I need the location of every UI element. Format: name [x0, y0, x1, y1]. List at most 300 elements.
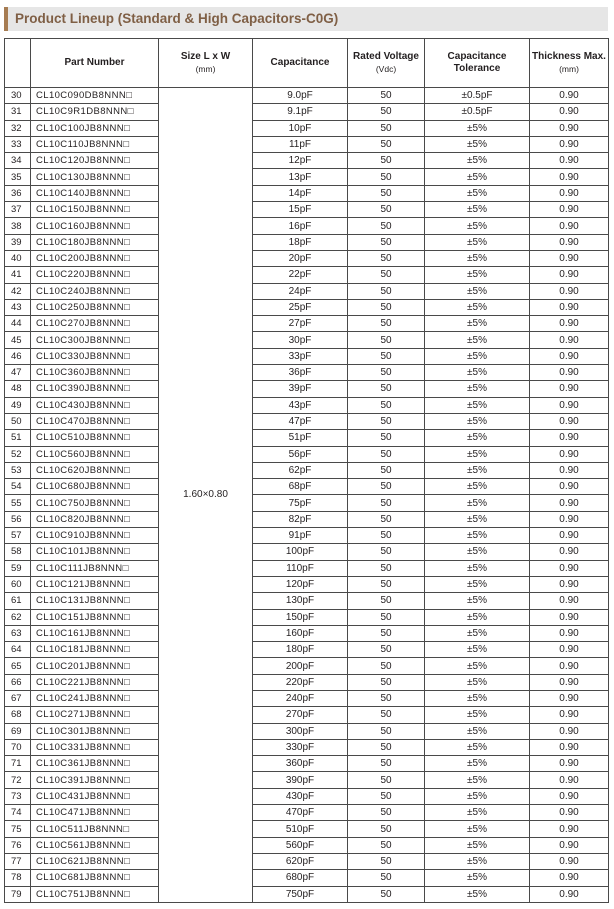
- thickness-cell: 0.90: [530, 707, 609, 723]
- table-row: [5, 250, 609, 266]
- part-number-cell: CL10C151JB8NNN□: [31, 609, 159, 625]
- table-row: [5, 560, 609, 576]
- table-row: [5, 446, 609, 462]
- thickness-cell: 0.90: [530, 805, 609, 821]
- thickness-cell: 0.90: [530, 88, 609, 104]
- capacitance-cell: 36pF: [253, 365, 348, 381]
- part-number-cell: CL10C431JB8NNN□: [31, 788, 159, 804]
- table-row: [5, 218, 609, 234]
- tolerance-cell: ±5%: [425, 462, 530, 478]
- table-row: [5, 413, 609, 429]
- capacitance-cell: 240pF: [253, 690, 348, 706]
- rated-voltage-cell: 50: [348, 853, 425, 869]
- rated-voltage-cell: 50: [348, 593, 425, 609]
- tolerance-cell: ±5%: [425, 511, 530, 527]
- capacitance-cell: 39pF: [253, 381, 348, 397]
- thickness-cell: 0.90: [530, 821, 609, 837]
- part-number-cell: CL10C360JB8NNN□: [31, 365, 159, 381]
- row-number: 69: [5, 723, 31, 739]
- tolerance-cell: ±5%: [425, 202, 530, 218]
- table-row: [5, 202, 609, 218]
- part-number-cell: CL10C331JB8NNN□: [31, 739, 159, 755]
- row-number: 59: [5, 560, 31, 576]
- rated-voltage-cell: 50: [348, 202, 425, 218]
- capacitance-cell: 130pF: [253, 593, 348, 609]
- thickness-cell: 0.90: [530, 756, 609, 772]
- tolerance-cell: ±5%: [425, 837, 530, 853]
- tolerance-cell: ±5%: [425, 886, 530, 902]
- thickness-cell: 0.90: [530, 348, 609, 364]
- rated-voltage-cell: 50: [348, 805, 425, 821]
- table-row: [5, 104, 609, 120]
- part-number-cell: CL10C250JB8NNN□: [31, 299, 159, 315]
- table-row: [5, 169, 609, 185]
- row-number: 61: [5, 593, 31, 609]
- tolerance-cell: ±5%: [425, 739, 530, 755]
- table-row: [5, 658, 609, 674]
- tolerance-cell: ±5%: [425, 870, 530, 886]
- rated-voltage-cell: 50: [348, 413, 425, 429]
- table-row: [5, 690, 609, 706]
- capacitance-cell: 270pF: [253, 707, 348, 723]
- table-row: [5, 365, 609, 381]
- capacitance-cell: 25pF: [253, 299, 348, 315]
- rated-voltage-cell: 50: [348, 234, 425, 250]
- part-number-cell: CL10C910JB8NNN□: [31, 528, 159, 544]
- thickness-cell: 0.90: [530, 625, 609, 641]
- row-number: 31: [5, 104, 31, 120]
- rated-voltage-cell: 50: [348, 348, 425, 364]
- capacitance-cell: 43pF: [253, 397, 348, 413]
- capacitance-cell: 430pF: [253, 788, 348, 804]
- part-number-cell: CL10C390JB8NNN□: [31, 381, 159, 397]
- thickness-cell: 0.90: [530, 446, 609, 462]
- table-row: [5, 185, 609, 201]
- tolerance-cell: ±5%: [425, 658, 530, 674]
- part-number-cell: CL10C140JB8NNN□: [31, 185, 159, 201]
- row-number: 71: [5, 756, 31, 772]
- table-row: [5, 805, 609, 821]
- thickness-cell: 0.90: [530, 479, 609, 495]
- tolerance-cell: ±5%: [425, 528, 530, 544]
- rated-voltage-cell: 50: [348, 511, 425, 527]
- part-number-cell: CL10C820JB8NNN□: [31, 511, 159, 527]
- rated-voltage-cell: 50: [348, 609, 425, 625]
- thickness-cell: 0.90: [530, 316, 609, 332]
- thickness-cell: 0.90: [530, 332, 609, 348]
- capacitance-cell: 160pF: [253, 625, 348, 641]
- rated-voltage-cell: 50: [348, 185, 425, 201]
- tolerance-cell: ±5%: [425, 805, 530, 821]
- thickness-cell: 0.90: [530, 495, 609, 511]
- row-number: 48: [5, 381, 31, 397]
- capacitance-cell: 150pF: [253, 609, 348, 625]
- table-row: [5, 136, 609, 152]
- part-number-cell: CL10C561JB8NNN□: [31, 837, 159, 853]
- capacitance-cell: 12pF: [253, 153, 348, 169]
- part-number-cell: CL10C301JB8NNN□: [31, 723, 159, 739]
- row-number: 30: [5, 88, 31, 104]
- capacitance-cell: 30pF: [253, 332, 348, 348]
- rated-voltage-cell: 50: [348, 104, 425, 120]
- capacitance-cell: 91pF: [253, 528, 348, 544]
- row-number: 35: [5, 169, 31, 185]
- capacitance-cell: 68pF: [253, 479, 348, 495]
- part-number-cell: CL10C680JB8NNN□: [31, 479, 159, 495]
- part-number-cell: CL10C221JB8NNN□: [31, 674, 159, 690]
- part-number-cell: CL10C271JB8NNN□: [31, 707, 159, 723]
- thickness-cell: 0.90: [530, 576, 609, 592]
- tolerance-cell: ±5%: [425, 821, 530, 837]
- table-row: [5, 772, 609, 788]
- table-row: [5, 153, 609, 169]
- header-part-number: Part Number: [31, 39, 159, 88]
- part-number-cell: CL10C131JB8NNN□: [31, 593, 159, 609]
- table-row: [5, 234, 609, 250]
- thickness-cell: 0.90: [530, 234, 609, 250]
- header-size-label: Size L x W: [180, 51, 231, 62]
- part-number-cell: CL10C361JB8NNN□: [31, 756, 159, 772]
- capacitance-cell: 9.0pF: [253, 88, 348, 104]
- tolerance-cell: ±0.5pF: [425, 88, 530, 104]
- capacitance-cell: 330pF: [253, 739, 348, 755]
- rated-voltage-cell: 50: [348, 283, 425, 299]
- table-row: [5, 756, 609, 772]
- part-number-cell: CL10C681JB8NNN□: [31, 870, 159, 886]
- table-row: [5, 674, 609, 690]
- row-number: 62: [5, 609, 31, 625]
- header-size: [159, 39, 253, 88]
- thickness-cell: 0.90: [530, 397, 609, 413]
- rated-voltage-cell: 50: [348, 658, 425, 674]
- header-thickness-label: Thickness Max.: [532, 50, 606, 62]
- row-number: 46: [5, 348, 31, 364]
- row-number: 74: [5, 805, 31, 821]
- rated-voltage-cell: 50: [348, 153, 425, 169]
- rated-voltage-cell: 50: [348, 495, 425, 511]
- row-number: 53: [5, 462, 31, 478]
- capacitance-cell: 620pF: [253, 853, 348, 869]
- row-number: 50: [5, 413, 31, 429]
- rated-voltage-cell: 50: [348, 870, 425, 886]
- rated-voltage-cell: 50: [348, 544, 425, 560]
- tolerance-cell: ±5%: [425, 136, 530, 152]
- row-number: 39: [5, 234, 31, 250]
- row-number: 52: [5, 446, 31, 462]
- thickness-cell: 0.90: [530, 202, 609, 218]
- tolerance-cell: ±5%: [425, 446, 530, 462]
- section-title-bar: [4, 7, 608, 31]
- row-number: 75: [5, 821, 31, 837]
- capacitance-cell: 470pF: [253, 805, 348, 821]
- table-row: [5, 397, 609, 413]
- capacitance-cell: 100pF: [253, 544, 348, 560]
- capacitance-cell: 200pF: [253, 658, 348, 674]
- thickness-cell: 0.90: [530, 853, 609, 869]
- tolerance-cell: ±5%: [425, 479, 530, 495]
- row-number: 41: [5, 267, 31, 283]
- table-row: [5, 576, 609, 592]
- row-number: 72: [5, 772, 31, 788]
- table-row: [5, 120, 609, 136]
- row-number: 77: [5, 853, 31, 869]
- rated-voltage-cell: 50: [348, 446, 425, 462]
- capacitance-cell: 10pF: [253, 120, 348, 136]
- rated-voltage-cell: 50: [348, 88, 425, 104]
- table-row: [5, 528, 609, 544]
- rated-voltage-cell: 50: [348, 625, 425, 641]
- part-number-cell: CL10C511JB8NNN□: [31, 821, 159, 837]
- tolerance-cell: ±5%: [425, 365, 530, 381]
- rated-voltage-cell: 50: [348, 707, 425, 723]
- thickness-cell: 0.90: [530, 430, 609, 446]
- thickness-cell: 0.90: [530, 120, 609, 136]
- capacitance-cell: 18pF: [253, 234, 348, 250]
- table-row: [5, 544, 609, 560]
- tolerance-cell: ±5%: [425, 544, 530, 560]
- rated-voltage-cell: 50: [348, 250, 425, 266]
- header-thickness-unit: (mm): [559, 63, 579, 74]
- thickness-cell: 0.90: [530, 837, 609, 853]
- table-row: [5, 316, 609, 332]
- tolerance-cell: ±5%: [425, 560, 530, 576]
- header-rated-voltage: [348, 39, 425, 88]
- thickness-cell: 0.90: [530, 365, 609, 381]
- capacitance-cell: 15pF: [253, 202, 348, 218]
- table-row: [5, 886, 609, 902]
- thickness-cell: 0.90: [530, 723, 609, 739]
- thickness-cell: 0.90: [530, 560, 609, 576]
- thickness-cell: 0.90: [530, 185, 609, 201]
- row-number: 33: [5, 136, 31, 152]
- row-number: 70: [5, 739, 31, 755]
- row-number: 79: [5, 886, 31, 902]
- part-number-cell: CL10C180JB8NNN□: [31, 234, 159, 250]
- table-row: [5, 821, 609, 837]
- tolerance-cell: ±5%: [425, 674, 530, 690]
- part-number-cell: CL10C220JB8NNN□: [31, 267, 159, 283]
- row-number: 67: [5, 690, 31, 706]
- capacitance-cell: 11pF: [253, 136, 348, 152]
- table-row: [5, 788, 609, 804]
- tolerance-cell: ±5%: [425, 267, 530, 283]
- thickness-cell: 0.90: [530, 153, 609, 169]
- tolerance-cell: ±5%: [425, 397, 530, 413]
- rated-voltage-cell: 50: [348, 674, 425, 690]
- row-number: 45: [5, 332, 31, 348]
- header-rated-voltage-label: Rated Voltage: [353, 51, 419, 62]
- part-number-cell: CL10C240JB8NNN□: [31, 283, 159, 299]
- part-number-cell: CL10C201JB8NNN□: [31, 658, 159, 674]
- table-row: [5, 593, 609, 609]
- capacitance-cell: 180pF: [253, 642, 348, 658]
- capacitance-cell: 20pF: [253, 250, 348, 266]
- table-row: [5, 462, 609, 478]
- thickness-cell: 0.90: [530, 886, 609, 902]
- capacitance-cell: 120pF: [253, 576, 348, 592]
- rated-voltage-cell: 50: [348, 642, 425, 658]
- rated-voltage-cell: 50: [348, 136, 425, 152]
- tolerance-cell: ±5%: [425, 283, 530, 299]
- part-number-cell: CL10C181JB8NNN□: [31, 642, 159, 658]
- tolerance-cell: ±5%: [425, 316, 530, 332]
- table-row: [5, 837, 609, 853]
- part-number-cell: CL10C621JB8NNN□: [31, 853, 159, 869]
- rated-voltage-cell: 50: [348, 218, 425, 234]
- capacitance-cell: 27pF: [253, 316, 348, 332]
- rated-voltage-cell: 50: [348, 316, 425, 332]
- capacitance-cell: 14pF: [253, 185, 348, 201]
- table-row: [5, 609, 609, 625]
- part-number-cell: CL10C510JB8NNN□: [31, 430, 159, 446]
- product-lineup-table: [4, 38, 609, 903]
- table-row: [5, 739, 609, 755]
- rated-voltage-cell: 50: [348, 886, 425, 902]
- thickness-cell: 0.90: [530, 136, 609, 152]
- rated-voltage-cell: 50: [348, 756, 425, 772]
- part-number-cell: CL10C101JB8NNN□: [31, 544, 159, 560]
- table-row: [5, 723, 609, 739]
- capacitance-cell: 510pF: [253, 821, 348, 837]
- capacitance-cell: 47pF: [253, 413, 348, 429]
- table-row: [5, 495, 609, 511]
- table-row: [5, 332, 609, 348]
- capacitance-cell: 560pF: [253, 837, 348, 853]
- tolerance-cell: ±5%: [425, 332, 530, 348]
- row-number: 57: [5, 528, 31, 544]
- thickness-cell: 0.90: [530, 609, 609, 625]
- thickness-cell: 0.90: [530, 690, 609, 706]
- tolerance-cell: ±5%: [425, 218, 530, 234]
- size-cell: 1.60×0.80: [159, 88, 253, 903]
- rated-voltage-cell: 50: [348, 837, 425, 853]
- capacitance-cell: 16pF: [253, 218, 348, 234]
- capacitance-cell: 680pF: [253, 870, 348, 886]
- rated-voltage-cell: 50: [348, 576, 425, 592]
- part-number-cell: CL10C300JB8NNN□: [31, 332, 159, 348]
- row-number: 42: [5, 283, 31, 299]
- tolerance-cell: ±5%: [425, 593, 530, 609]
- row-number: 64: [5, 642, 31, 658]
- thickness-cell: 0.90: [530, 658, 609, 674]
- capacitance-cell: 390pF: [253, 772, 348, 788]
- header-rated-voltage-unit: (Vdc): [375, 64, 397, 74]
- rated-voltage-cell: 50: [348, 788, 425, 804]
- tolerance-cell: ±5%: [425, 853, 530, 869]
- capacitance-cell: 9.1pF: [253, 104, 348, 120]
- thickness-cell: 0.90: [530, 870, 609, 886]
- capacitance-cell: 750pF: [253, 886, 348, 902]
- part-number-cell: CL10C121JB8NNN□: [31, 576, 159, 592]
- tolerance-cell: ±5%: [425, 348, 530, 364]
- row-number: 63: [5, 625, 31, 641]
- row-number: 32: [5, 120, 31, 136]
- tolerance-cell: ±5%: [425, 625, 530, 641]
- header-capacitance: Capacitance: [253, 39, 348, 88]
- tolerance-cell: ±5%: [425, 413, 530, 429]
- rated-voltage-cell: 50: [348, 479, 425, 495]
- part-number-cell: CL10C270JB8NNN□: [31, 316, 159, 332]
- thickness-cell: 0.90: [530, 511, 609, 527]
- capacitance-cell: 110pF: [253, 560, 348, 576]
- rated-voltage-cell: 50: [348, 299, 425, 315]
- row-number: 49: [5, 397, 31, 413]
- part-number-cell: CL10C150JB8NNN□: [31, 202, 159, 218]
- capacitance-cell: 82pF: [253, 511, 348, 527]
- row-number: 40: [5, 250, 31, 266]
- tolerance-cell: ±0.5pF: [425, 104, 530, 120]
- part-number-cell: CL10C750JB8NNN□: [31, 495, 159, 511]
- tolerance-cell: ±5%: [425, 723, 530, 739]
- table-row: [5, 299, 609, 315]
- part-number-cell: CL10C9R1DB8NNN□: [31, 104, 159, 120]
- rated-voltage-cell: 50: [348, 772, 425, 788]
- table-row: [5, 381, 609, 397]
- tolerance-cell: ±5%: [425, 120, 530, 136]
- capacitance-cell: 300pF: [253, 723, 348, 739]
- part-number-cell: CL10C751JB8NNN□: [31, 886, 159, 902]
- table-header-row: [5, 39, 609, 88]
- thickness-cell: 0.90: [530, 544, 609, 560]
- thickness-cell: 0.90: [530, 218, 609, 234]
- section-title: Product Lineup (Standard & High Capacitors-C0G): [15, 11, 339, 26]
- row-number: 54: [5, 479, 31, 495]
- table-row: [5, 348, 609, 364]
- row-number: 44: [5, 316, 31, 332]
- part-number-cell: CL10C330JB8NNN□: [31, 348, 159, 364]
- capacitance-cell: 360pF: [253, 756, 348, 772]
- rated-voltage-cell: 50: [348, 397, 425, 413]
- rated-voltage-cell: 50: [348, 169, 425, 185]
- rated-voltage-cell: 50: [348, 560, 425, 576]
- part-number-cell: CL10C560JB8NNN□: [31, 446, 159, 462]
- row-number: 68: [5, 707, 31, 723]
- tolerance-cell: ±5%: [425, 642, 530, 658]
- row-number: 60: [5, 576, 31, 592]
- tolerance-cell: ±5%: [425, 430, 530, 446]
- thickness-cell: 0.90: [530, 739, 609, 755]
- thickness-cell: 0.90: [530, 772, 609, 788]
- thickness-cell: 0.90: [530, 250, 609, 266]
- row-number: 66: [5, 674, 31, 690]
- rated-voltage-cell: 50: [348, 332, 425, 348]
- header-index: [5, 39, 31, 88]
- thickness-cell: 0.90: [530, 593, 609, 609]
- capacitance-cell: 13pF: [253, 169, 348, 185]
- capacitance-cell: 33pF: [253, 348, 348, 364]
- row-number: 47: [5, 365, 31, 381]
- row-number: 34: [5, 153, 31, 169]
- row-number: 37: [5, 202, 31, 218]
- rated-voltage-cell: 50: [348, 430, 425, 446]
- part-number-cell: CL10C111JB8NNN□: [31, 560, 159, 576]
- table-row: [5, 283, 609, 299]
- tolerance-cell: ±5%: [425, 756, 530, 772]
- thickness-cell: 0.90: [530, 642, 609, 658]
- tolerance-cell: ±5%: [425, 169, 530, 185]
- part-number-cell: CL10C110JB8NNN□: [31, 136, 159, 152]
- row-number: 38: [5, 218, 31, 234]
- rated-voltage-cell: 50: [348, 462, 425, 478]
- part-number-cell: CL10C161JB8NNN□: [31, 625, 159, 641]
- row-number: 55: [5, 495, 31, 511]
- part-number-cell: CL10C471JB8NNN□: [31, 805, 159, 821]
- thickness-cell: 0.90: [530, 104, 609, 120]
- tolerance-cell: ±5%: [425, 772, 530, 788]
- rated-voltage-cell: 50: [348, 365, 425, 381]
- rated-voltage-cell: 50: [348, 381, 425, 397]
- table-row: [5, 267, 609, 283]
